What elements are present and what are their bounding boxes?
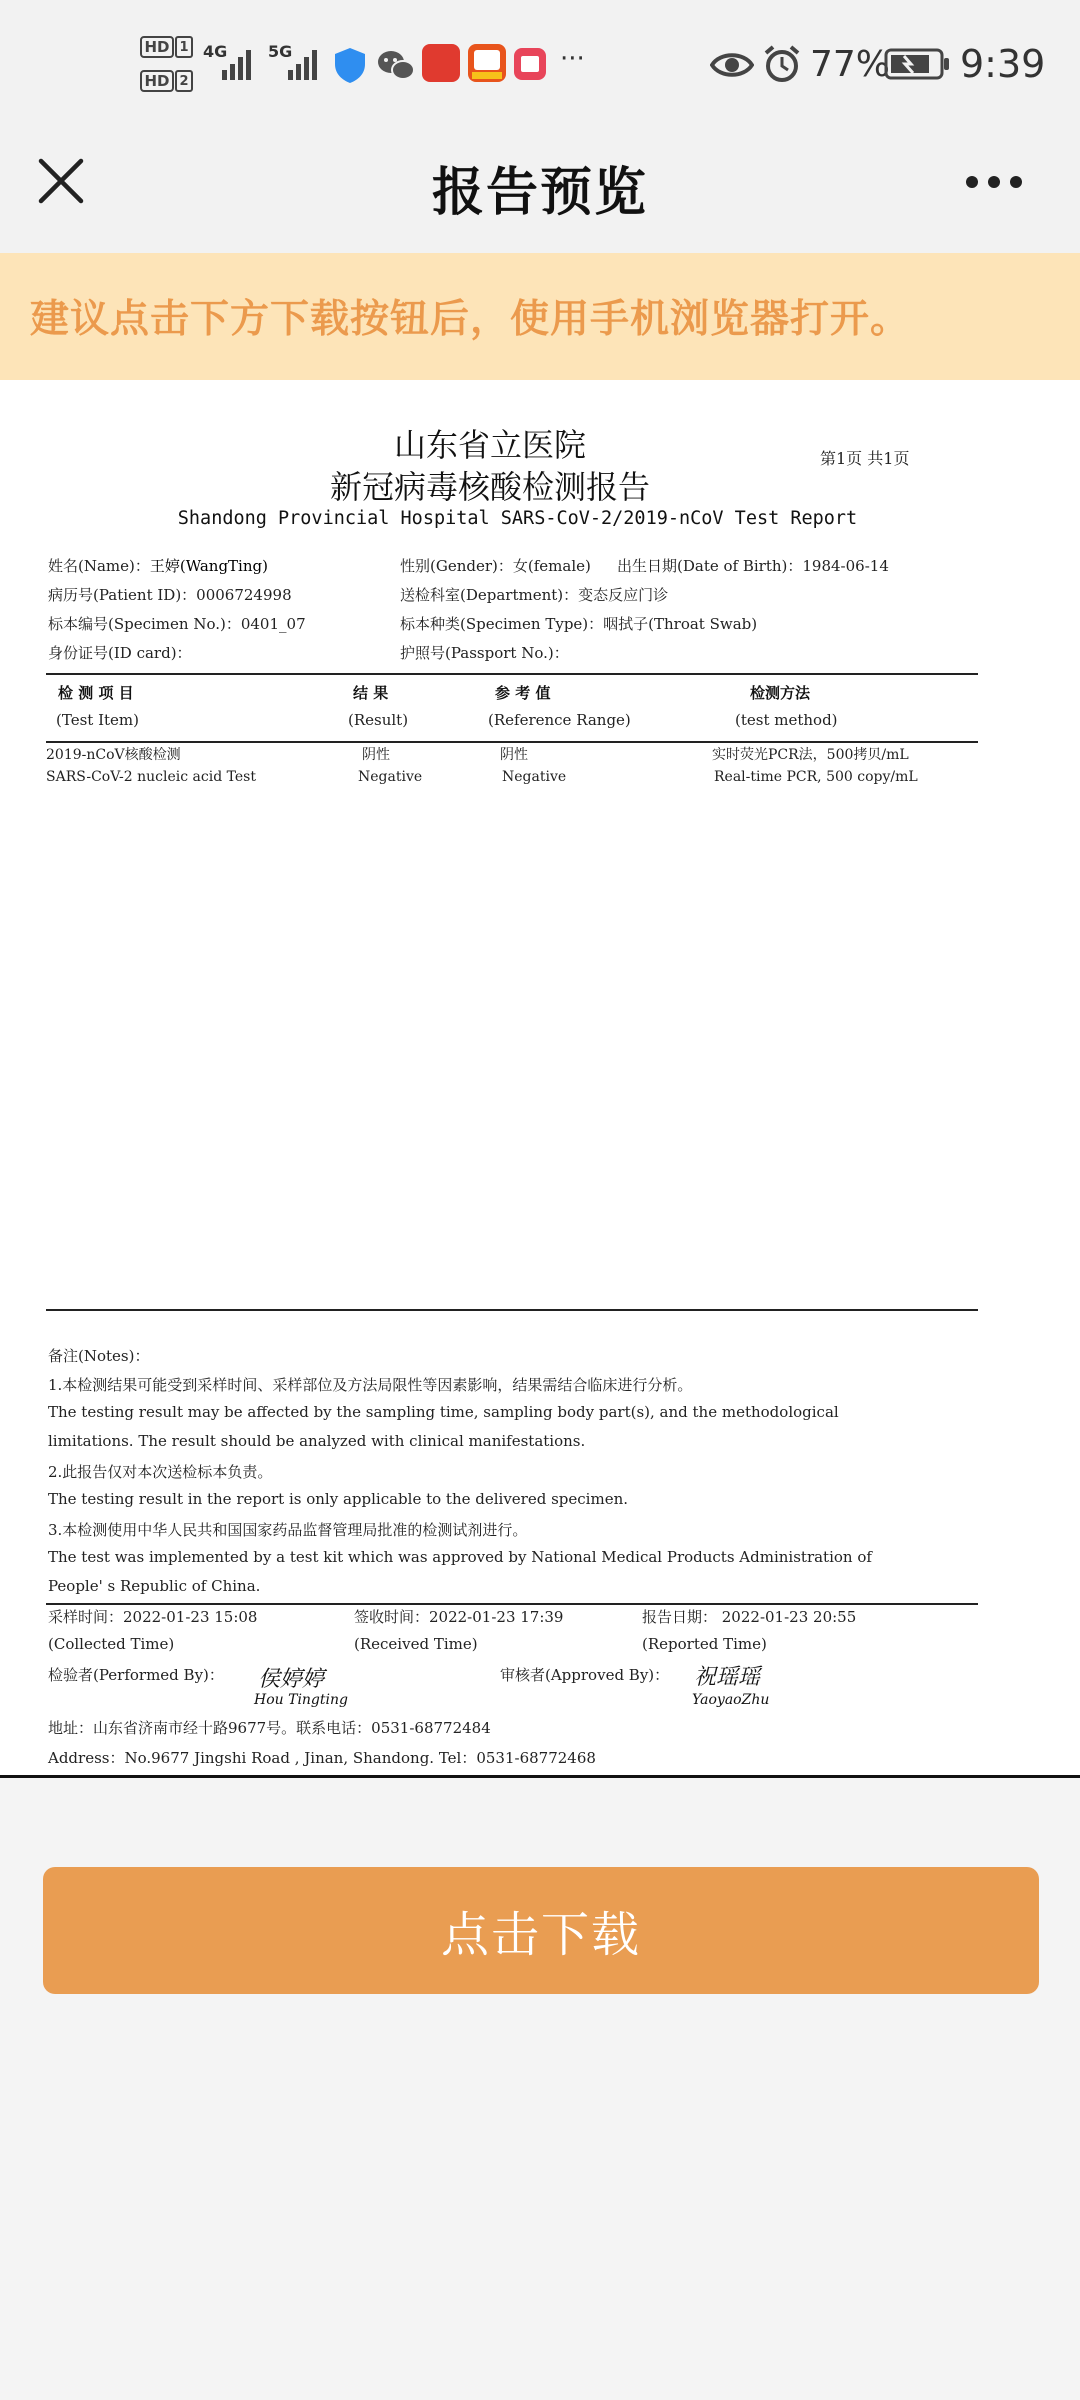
- table-header-en: (Result): [348, 711, 409, 729]
- times-top-rule: [46, 1603, 978, 1605]
- table-cell: 阴性: [500, 747, 528, 763]
- battery-percent: 77%: [810, 44, 891, 85]
- reported-time: 报告日期： 2022-01-23 20:55: [642, 1608, 857, 1626]
- table-cell: Real-time PCR, 500 copy/mL: [714, 769, 918, 785]
- signal-icon: [222, 46, 251, 80]
- address-en: Address：No.9677 Jingshi Road , Jinan, Shandong. Tel：0531-68772468: [48, 1749, 596, 1767]
- hd-badge: HD: [140, 70, 174, 92]
- eye-icon: [710, 48, 754, 82]
- hospital-name: 山东省立医院: [393, 426, 586, 464]
- taobao-icon: [468, 44, 506, 82]
- patient-name-value: 王婷(WangTing): [149, 557, 268, 575]
- sim-number: 1: [175, 36, 193, 58]
- alarm-icon: [762, 44, 802, 84]
- patient-dob: 出生日期(Date of Birth)：1984-06-14: [617, 557, 889, 575]
- table-header-rule: [46, 741, 978, 743]
- table-header: 结 果: [353, 684, 389, 702]
- note-line: The testing result may be affected by the sampling time, sampling body part(s), and the methodological: [48, 1403, 839, 1421]
- notes-top-rule: [46, 1309, 978, 1311]
- approved-signature: 祝瑶瑶: [694, 1665, 761, 1690]
- report-english-title: Shandong Provincial Hospital SARS-CoV-2/2019-nCoV Test Report: [177, 508, 858, 529]
- received-time-label: (Received Time): [354, 1635, 478, 1653]
- performed-by-label: 检验者(Performed By)：: [48, 1666, 224, 1684]
- note-line: People' s Republic of China.: [48, 1577, 261, 1595]
- reported-time-label: (Reported Time): [642, 1635, 767, 1653]
- patient-name: [48, 555, 268, 576]
- patient-gender: 性别(Gender)：女(female): [400, 557, 591, 575]
- more-options-button[interactable]: [964, 170, 1024, 194]
- report-document: [0, 380, 1080, 1778]
- patient-id: 病历号(Patient ID)：0006724998: [48, 586, 292, 604]
- battery-icon: [884, 46, 950, 82]
- table-header-en: (Reference Range): [488, 711, 631, 729]
- page-title: 报告预览: [431, 163, 648, 223]
- table-header-en: (test method): [735, 711, 838, 729]
- patient-department: 送检科室(Department)：变态反应门诊: [400, 586, 669, 604]
- network-type: 4G: [203, 42, 228, 61]
- note-line: The test was implemented by a test kit which was approved by National Medical Products Administration of: [48, 1548, 872, 1566]
- clock: 9:39: [960, 42, 1046, 86]
- table-header: 检 测 项 目: [58, 684, 134, 702]
- status-bar: [0, 0, 1080, 130]
- table-header: 参 考 值: [495, 684, 551, 702]
- shield-icon: [332, 46, 368, 84]
- performed-signature-en: Hou Tingting: [254, 1692, 348, 1708]
- collected-time-label: (Collected Time): [48, 1635, 175, 1653]
- table-cell: 2019-nCoV核酸检测: [46, 747, 181, 763]
- address-cn: 地址：山东省济南市经十路9677号。联系电话：0531-68772484: [48, 1719, 491, 1737]
- tip-banner-text: 建议点击下方下载按钮后，使用手机浏览器打开。: [30, 297, 911, 342]
- page-info: 第1页 共1页: [820, 449, 910, 468]
- signal-icon: [288, 46, 317, 80]
- network-type: 5G: [268, 42, 293, 61]
- report-title: 新冠病毒核酸检测报告: [329, 468, 650, 506]
- note-line: limitations. The result should be analyzed with clinical manifestations.: [48, 1432, 586, 1450]
- patient-name-label: 姓名(Name)：: [48, 557, 150, 575]
- approved-by-label: 审核者(Approved By)：: [500, 1666, 670, 1684]
- table-cell: 实时荧光PCR法，500拷贝/mL: [712, 747, 909, 763]
- app-notification-icon: [422, 44, 460, 82]
- table-cell: Negative: [502, 769, 567, 785]
- table-cell: SARS-CoV-2 nucleic acid Test: [46, 769, 256, 785]
- table-cell: Negative: [358, 769, 423, 785]
- table-header-en: (Test Item): [56, 711, 139, 729]
- notes-heading: 备注(Notes)：: [48, 1347, 150, 1365]
- table-cell: 阴性: [362, 747, 390, 763]
- id-card: 身份证号(ID card)：: [48, 644, 192, 662]
- specimen-type: 标本种类(Specimen Type)：咽拭子(Throat Swab): [400, 615, 758, 633]
- book-app-icon: [514, 48, 546, 80]
- note-line: 1.本检测结果可能受到采样时间、采样部位及方法局限性等因素影响，结果需结合临床进行分析。: [48, 1376, 693, 1394]
- more-notifications-icon: ···: [560, 44, 585, 74]
- approved-signature-en: YaoyaoZhu: [692, 1692, 770, 1708]
- collected-time: 采样时间：2022-01-23 15:08: [48, 1608, 258, 1626]
- hd-badge: HD: [140, 36, 174, 58]
- table-header: 检测方法: [750, 684, 811, 702]
- download-button[interactable]: 点击下载: [43, 1867, 1039, 1994]
- performed-signature: 侯婷婷: [258, 1667, 325, 1692]
- wechat-icon: [376, 48, 416, 84]
- more-icon: [964, 170, 1024, 194]
- passport-number: 护照号(Passport No.)：: [400, 644, 569, 662]
- note-line: 3.本检测使用中华人民共和国国家药品监督管理局批准的检测试剂进行。: [48, 1521, 528, 1539]
- sim-number: 2: [175, 70, 193, 92]
- note-line: 2.此报告仅对本次送检标本负责。: [48, 1463, 273, 1481]
- specimen-number: 标本编号(Specimen No.)：0401_07: [48, 615, 306, 633]
- received-time: 签收时间：2022-01-23 17:39: [354, 1608, 564, 1626]
- note-line: The testing result in the report is only applicable to the delivered specimen.: [48, 1490, 629, 1508]
- table-top-rule: [46, 673, 978, 675]
